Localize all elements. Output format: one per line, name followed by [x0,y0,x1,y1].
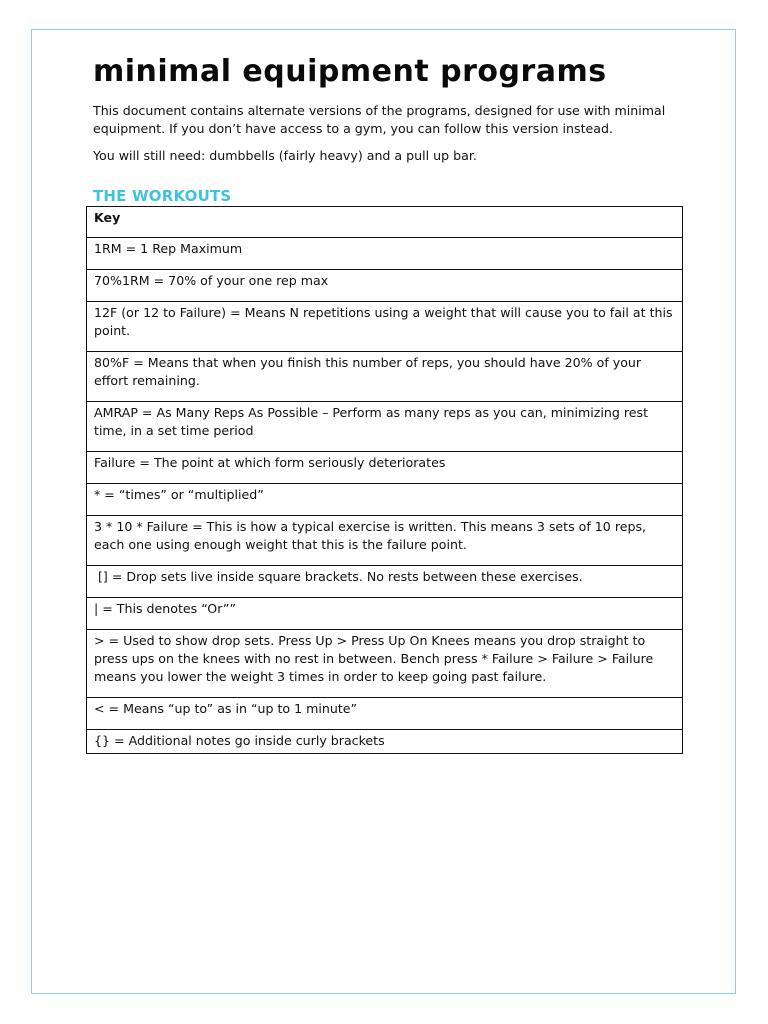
section-heading-workouts: THE WORKOUTS [93,187,232,205]
table-row [87,402,683,452]
key-definition: 3 * 10 * Failure = This is how a typical exercise is written. This means 3 sets of 10 reps, each one using enough weight that this is the failure point. [87,516,683,566]
table-row [87,566,683,598]
table-row [87,238,683,270]
key-table [86,206,683,754]
key-definition: < = Means “up to” as in “up to 1 minute” [87,698,683,730]
key-definition: [] = Drop sets live inside square brackets. No rests between these exercises. [87,566,683,598]
key-definition: * = “times” or “multiplied” [87,484,683,516]
key-definition: 80%F = Means that when you finish this number of reps, you should have 20% of your effort remaining. [87,352,683,402]
table-row [87,630,683,698]
key-definition: 12F (or 12 to Failure) = Means N repetitions using a weight that will cause you to fail at this point. [87,302,683,352]
table-row [87,598,683,630]
table-row [87,270,683,302]
table-row [87,730,683,754]
document-body [93,52,683,754]
table-row [87,698,683,730]
key-definition: Failure = The point at which form seriously deteriorates [87,452,683,484]
key-table-header-row [87,207,683,238]
table-row [87,352,683,402]
table-row [87,516,683,566]
key-definition: > = Used to show drop sets. Press Up > Press Up On Knees means you drop straight to press ups on the knees with no rest in between. Bench press * Failure > Failure > Failure means you lower the weight 3 times in order to keep going past failure. [87,630,683,698]
key-definition: {} = Additional notes go inside curly brackets [87,730,683,754]
table-row [87,484,683,516]
key-definition: AMRAP = As Many Reps As Possible – Perform as many reps as you can, minimizing rest time, in a set time period [87,402,683,452]
table-row [87,452,683,484]
equipment-note: You will still need: dumbbells (fairly heavy) and a pull up bar. [93,148,477,163]
key-definition: 70%1RM = 70% of your one rep max [87,270,683,302]
document-title: minimal equipment programs [93,54,607,89]
key-definition: 1RM = 1 Rep Maximum [87,238,683,270]
intro-paragraph: This document contains alternate versions of the programs, designed for use with minimal equipment. If you don’t have access to a gym, you can follow this version instead. [93,103,666,136]
key-table-header: Key [87,207,683,238]
key-definition: | = This denotes “Or”” [87,598,683,630]
table-row [87,302,683,352]
